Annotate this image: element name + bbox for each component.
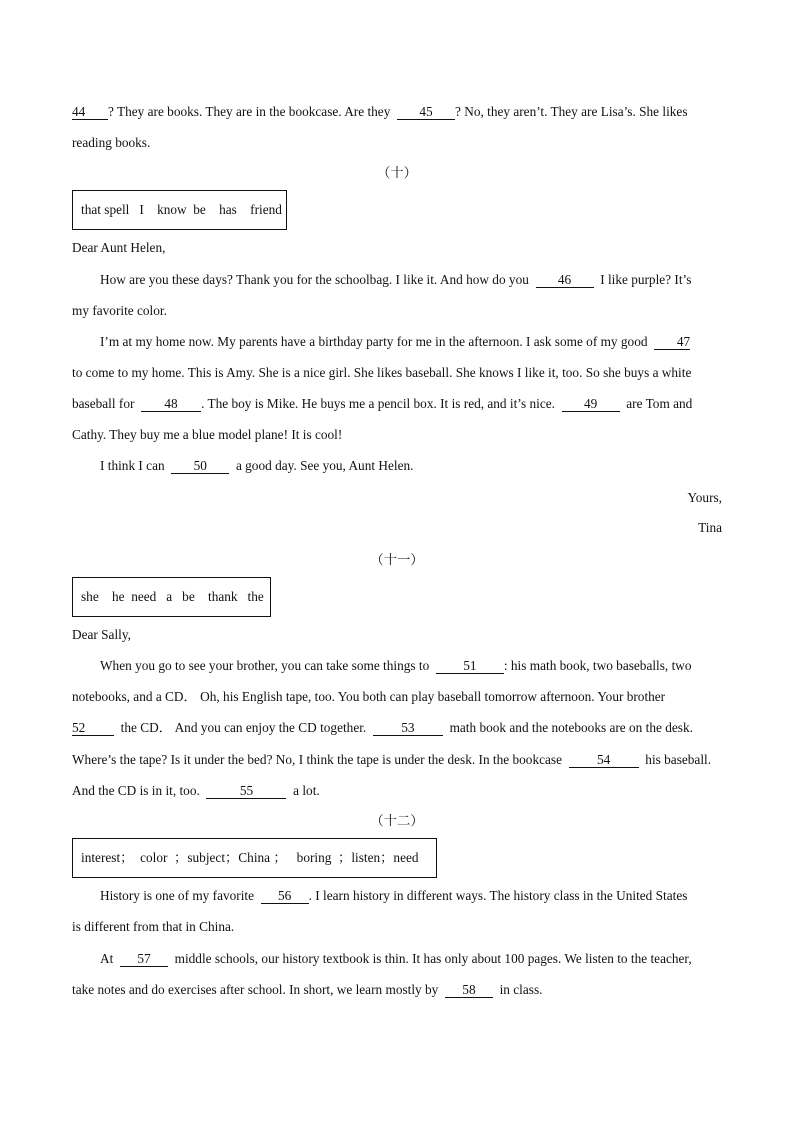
- word-bank-box-10: that spell I know be has friend: [72, 190, 287, 230]
- line-text: . The boy is Mike. He buys me a pencil box. It is red, and it’s nice.: [201, 396, 555, 411]
- passage-line: [72, 102, 722, 122]
- letter-greeting: Dear Sally,: [72, 627, 131, 642]
- line-text: a lot.: [293, 783, 320, 798]
- letter-closing: Yours,: [687, 490, 722, 505]
- blank-49[interactable]: 49: [562, 396, 620, 412]
- blank-46[interactable]: 46: [536, 272, 594, 288]
- blank-52[interactable]: 52: [72, 720, 114, 736]
- blank-55[interactable]: 55: [206, 783, 286, 799]
- line-text: . I learn history in different ways. The history class in the United States: [308, 888, 688, 903]
- section-heading-10: （十）: [377, 165, 417, 180]
- blank-57[interactable]: 57: [120, 951, 168, 967]
- line-text: When you go to see your brother, you can take some things to: [100, 658, 430, 673]
- passage-line: my favorite color.: [72, 303, 167, 318]
- passage-line: to come to my home. This is Amy. She is a nice girl. She likes baseball. She knows I like it, too. So she buys a white: [72, 365, 692, 380]
- line-text: his baseball.: [645, 752, 712, 767]
- blank-44[interactable]: 44: [72, 104, 108, 120]
- line-text: the CD． And you can enjoy the CD together.: [120, 720, 367, 735]
- word-bank-box-11: she he need a be thank the: [72, 577, 271, 617]
- line-text: a good day. See you, Aunt Helen.: [235, 458, 414, 473]
- line-text: I’m at my home now. My parents have a birthday party for me in the afternoon. I ask some of my good: [100, 334, 648, 349]
- word-bank-box-12: interest； color ；subject；China ； boring ；listen；need: [72, 838, 437, 878]
- section-heading-11: （十一）: [370, 552, 424, 567]
- line-text: And the CD is in it, too.: [72, 783, 200, 798]
- blank-50[interactable]: 50: [171, 458, 229, 474]
- line-text: ? They are books. They are in the bookcase. Are they: [108, 104, 391, 119]
- passage-line: [72, 949, 722, 969]
- passage-line: [72, 656, 722, 676]
- blank-56[interactable]: 56: [261, 888, 309, 904]
- blank-48[interactable]: 48: [141, 396, 201, 412]
- line-text: I like purple? It’s: [600, 272, 692, 287]
- passage-line: is different from that in China.: [72, 919, 235, 934]
- letter-signature: Tina: [698, 520, 722, 535]
- line-text: How are you these days? Thank you for the schoolbag. I like it. And how do you: [100, 272, 529, 287]
- line-text: I think I can: [100, 458, 165, 473]
- passage-line: [72, 394, 722, 414]
- line-text: History is one of my favorite: [100, 888, 254, 903]
- line-text: ? No, they aren’t. They are Lisa’s. She likes: [455, 104, 688, 119]
- passage-line: [72, 750, 722, 770]
- line-text: math book and the notebooks are on the desk.: [449, 720, 693, 735]
- letter-greeting: Dear Aunt Helen,: [72, 240, 166, 255]
- blank-54[interactable]: 54: [569, 752, 639, 768]
- passage-line: Cathy. They buy me a blue model plane! It is cool!: [72, 427, 343, 442]
- passage-line: [72, 456, 722, 476]
- passage-line: [72, 980, 722, 1000]
- blank-53[interactable]: 53: [373, 720, 443, 736]
- line-text: take notes and do exercises after school. In short, we learn mostly by: [72, 982, 439, 997]
- passage-line: [72, 270, 722, 290]
- line-text: in class.: [499, 982, 543, 997]
- section-heading-12: （十二）: [370, 813, 424, 828]
- line-text: Where’s the tape? Is it under the bed? No, I think the tape is under the desk. In the bookcase: [72, 752, 562, 767]
- blank-45[interactable]: 45: [397, 104, 455, 120]
- passage-line: [72, 886, 722, 906]
- passage-line: [72, 781, 722, 801]
- passage-line: notebooks, and a CD． Oh, his English tape, too. You both can play baseball tomorrow afternoon. Your brother: [72, 689, 666, 704]
- passage-line: [72, 332, 722, 352]
- passage-line: reading books.: [72, 135, 151, 150]
- line-text: are Tom and: [626, 396, 693, 411]
- line-text: middle schools, our history textbook is thin. It has only about 100 pages. We listen to the teacher,: [174, 951, 692, 966]
- blank-47[interactable]: 47: [654, 334, 690, 350]
- blank-58[interactable]: 58: [445, 982, 493, 998]
- blank-51[interactable]: 51: [436, 658, 504, 674]
- line-text: : his math book, two baseballs, two: [503, 658, 692, 673]
- line-text: baseball for: [72, 396, 135, 411]
- passage-line: [72, 718, 722, 738]
- line-text: At: [100, 951, 114, 966]
